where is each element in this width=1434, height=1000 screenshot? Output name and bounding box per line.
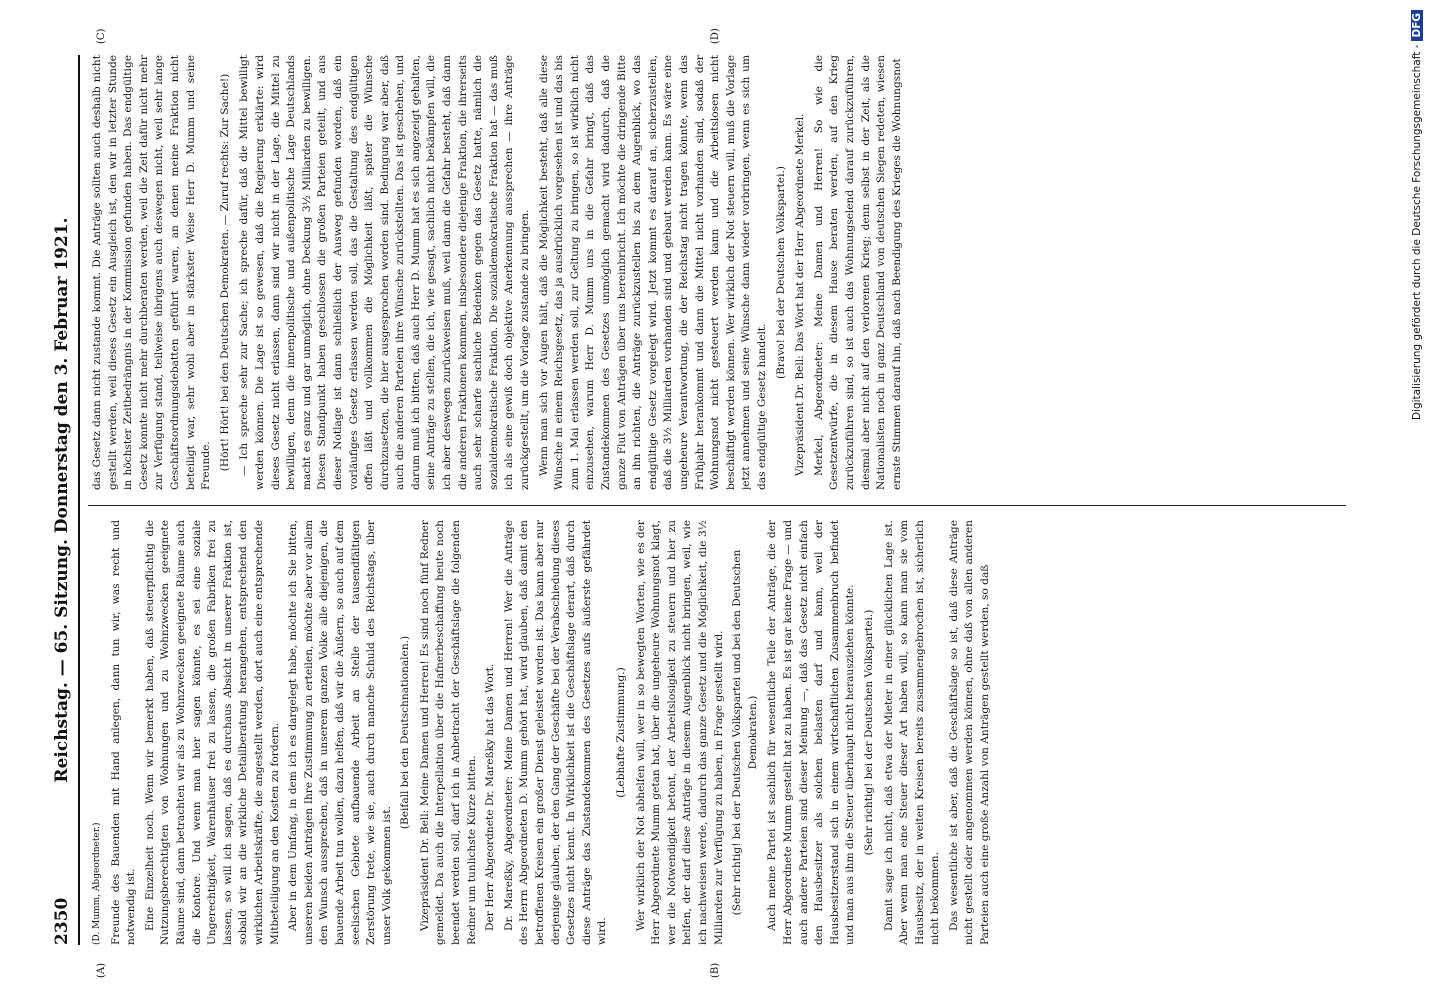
paragraph: Freunde des Bauenden mit Hand anlegen, dann tun wir, was recht und notwendig ist. xyxy=(109,520,138,945)
applause-note: (Lebhafte Zustimmung.) xyxy=(615,667,627,798)
paragraph: Vizepräsident Dr. Bell: Meine Damen und Herren! Es sind noch fünf Redner gemeldet. Da auch die Interpellation über die Hafnerbeschaffung heute noch beendet werden soll, darf ich in Anbetracht der Geschäftslage die folgenden Redner um tunlichste Kürze bitten. xyxy=(418,520,478,945)
margin-marker-b: (B) xyxy=(710,962,721,978)
paragraph: Das wesentliche ist aber, daß die Geschäftslage so ist, daß diese Anträge nicht gestellt oder angenommen werden können, ohne daß von allen anderen Parteien auch eine große Anzahl von Anträgen gestellt werden, so daß xyxy=(947,520,992,945)
paragraph: Wenn man sich vor Augen hält, daß die Möglichkeit besteht, daß alle diese Wünsche in einem Reichsgesetz, das ja ausdrücklich vorgesehen ist und das bis zum 1. Mai erlassen werden soll, zur Geltung zu bringen, so ist wirklich nicht einzusehen, warum Herr D. Mumm uns in die Gefahr bringt, daß das Zustandekommen des Gesetzes unmöglich gemacht wird dadurch, daß die ganze Flut von Anträgen über uns hereinbricht. Ich möchte die dringende Bitte an ihn richten, die Anträge zurückzustellen bis zu dem Augenblick, wo das endgültige Gesetz vorgelegt wird. Jetzt kommt es darauf an, sicherzustellen, daß die 3½ Milliarden vorhanden sind und gebaut werden kann. Es wäre eine ungeheure Verantwortung, die der Reichstag nicht tragen könnte, wenn das Frühjahr herankommt und dann die Mittel nicht vorhanden sind, sodaß der Wohnungsnot nicht gesteuert werden kann und die Arbeitslosen nicht beschäftigt werden können. Wer wirklich der Not steuern will, muß die Vorlage jetzt annehmen und seine Wünsche dann wieder vorbringen, wenn es sich um das endgültige Gesetz handelt. xyxy=(537,55,768,490)
dfg-logo: DFG xyxy=(1411,10,1423,41)
page-header xyxy=(50,55,80,945)
page-title: Reichstag. — 65. Sitzung. Donnerstag den 3. Februar 1921. xyxy=(52,217,72,783)
applause-note: (Beifall bei den Deutschnationalen.) xyxy=(399,635,412,830)
paragraph: Merkel, Abgeordneter: Meine Damen und Herren! So wie die Gesetzentwürfe, die in diesem Hause beraten werden, auf den Krieg zurückzuführen sind, so ist auch das Wohnungselend darauf zurückzuführen, diesmal aber nicht auf den verlorenen Krieg; denn selbst in der Zeit, als die Nationalisten noch in ganz Deutschland von deutschen Siegen redeten, wiesen ernste Stimmen darauf hin, daß nach Beendigung des Krieges die Wohnungsnot xyxy=(812,55,903,490)
stamp-text: Digitalisierung gefördert durch die Deutsche Forschungsgemeinschaft - xyxy=(1411,44,1423,421)
applause-note: (Bravo! bei der Deutschen Volkspartei.) xyxy=(774,166,787,379)
column-divider xyxy=(88,505,1346,506)
paragraph: Auch meine Partei ist sachlich für wesentliche Teile der Anträge, die der Herr Abgeordnete Mumm gestellt hat zu haben. Es ist gar keine Frage — und auch andere Parteien sind dieser Meinung —, daß das Gesetz nicht einfach den Hausbesitzer als solchen belasten darf und kann, weil der Hausbesitzerstand sich in einem wirtschaftlichen Zusammenbruch befindet und man aus ihm die Steuer überhaupt nicht herausziehen könnte. xyxy=(766,520,857,945)
applause-note: (Sehr richtig! bei der Deutschen Volkspartei und bei den Deutschen Demokraten.) xyxy=(731,549,759,916)
paragraph: Wer wirklich der Not abhelfen will, wer in so bewegten Worten, wie es der Herr Abgeordnete Mumm getan hat, über die ungeheure Wohnungsnot klagt, wer die Notwendigkeit betont, der Arbeitslosigkeit zu steuern und hier zu helfen, der darf diese Anträge in diesem Augenblick nicht bringen, weil, wie ich nachweisen werde, dadurch das ganze Gesetz und die Möglichkeit, die 3½ Milliarden zur Verfügung zu haben, in Frage gestellt wird. xyxy=(634,520,725,945)
right-column xyxy=(90,55,1340,490)
paragraph: Aber in dem Umfang, in dem ich es dargelegt habe, möchte ich Sie bitten, unseren beiden Anträgen Ihre Zustimmung zu erteilen, möchte aber vor allem den Wunsch aussprechen, daß in unserem ganzen Volke alle diejenigen, die bauende Arbeit tun wollen, dazu helfen, daß wir die Äußern, so auch auf dem seelischen Gebiete aufbauende Arbeit an Stelle der tausendfältigen Zerstörung trete, wie sie, auch durch manche Schuld des Reichstags, über unser Volk gekommen ist. xyxy=(287,520,393,945)
margin-marker-d: (D) xyxy=(710,28,721,44)
left-column xyxy=(90,520,1340,945)
margin-marker-c: (C) xyxy=(96,28,107,44)
speaker-head: (D. Mumm, Abgeordneter.) xyxy=(92,822,102,945)
paragraph: Vizepräsident Dr. Bell: Das Wort hat der Herr Abgeordnete Merkel. xyxy=(794,113,807,476)
paragraph: Damit sage ich nicht, daß etwa der Mieter in einer glücklichen Lage ist. Aber wenn man eine Steuer dieser Art haben will, so kann man sie vom Hausbesitz, der in weiten Kreisen bereits zusammengebrochen ist, sicherlich nicht bekommen. xyxy=(882,520,942,945)
applause-note: (Hört! Hört! bei den Deutschen Demokraten. — Zuruf rechts: Zur Sache!) xyxy=(218,73,231,472)
paragraph: — Ich spreche sehr zur Sache; ich spreche dafür, daß die Mittel bewilligt werden können. Die Lage ist so gewesen, daß die Regierung erklärte: wird dieses Gesetz nicht erlassen, dann sind wir nicht in der Lage, die Mittel zu bewilligen, denn die innenpolitische und außenpolitische Lage Deutschlands macht es ganz und gar unmöglich, ohne Deckung 3½ Milliarden zu bewilligen. Diesen Standpunkt haben geschlossen die großen Parteien geteilt, und aus dieser Notlage ist dann schließlich der Ausweg gefunden worden, daß ein vorläufiges Gesetz erlassen werden soll, das die Gestaltung des endgültigen offen läßt und vollkommen die Möglichkeit läßt, später die Wünsche durchzusetzen, die hier ausgesprochen worden sind. Bedingung war aber, daß auch die anderen Parteien ihre Wünsche zurückstellten. Das ist geschehen, und darum muß ich bitten, daß auch Herr D. Mumm hat es sich angezeigt gehalten, seine Anträge zu stellen, die ich, wie gesagt, sachlich nicht bekämpfen will, die ich aber deswegen zurückweisen muß, weil dann die Gefahr besteht, daß dann die anderen Fraktionen kommen, insbesondere diejenige Fraktion, die ihrerseits auch sehr scharfe sachliche Bedenken gegen das Gesetz hatte, nämlich die sozialdemokratische Fraktion. Die sozialdemokratische Fraktion hat — das muß ich als eine gewiß doch objektive Anerkennung aussprechen — ihre Anträge zurückgestellt, um die Vorlage zustande zu bringen. xyxy=(238,55,532,490)
applause-note: (Sehr richtig! bei der Deutschen Volkspartei.) xyxy=(862,609,875,856)
margin-marker-a: (A) xyxy=(96,962,107,978)
page-number: 2350 xyxy=(52,897,72,945)
paragraph: das Gesetz dann nicht zustande kommt. Die Anträge sollten auch deshalb nicht gestellt werden, weil dieses Gesetz ein Ausgleich ist, den wir in letzter Stunde in höchster Zeitbedrängnis in der Kommission gefunden haben. Das endgültige Gesetz konnte nicht mehr durchberaten werden, weil die Zeit dafür nicht mehr zur Verfügung stand, teilweise übrigens auch deswegen nicht, weil sehr lange Geschäftsordnungsdebatten geführt waren, an denen meine Fraktion nicht beteiligt war, sehr wohl aber in stärkster Weise Herr D. Mumm und seine Freunde. xyxy=(91,55,213,490)
paragraph: Dr. Mareßky, Abgeordneter: Meine Damen und Herren! Wer die Anträge des Herrn Abgeordneten D. Mumm gehört hat, wird glauben, daß damit den betroffenen Kreisen ein großer Dienst geleistet worden ist. Das kann aber nur derjenige glauben, der den Gang der Geschäfte bei der Verabschiedung dieses Gesetzes nicht kennt. In Wirklichkeit ist die Geschäftslage derart, daß durch diese Anträge das Zustandekommen des Gesetzes aufs äußerste gefährdet wird. xyxy=(502,520,609,945)
paragraph: Eine Einzelheit noch. Wenn wir bemerkt haben, daß steuerpflichtig die Nutzungsberechtigten von Wohnungen und zu Wohnzwecken geeignete Räume sind, dann betrachten wir als zu Wohnzwecken geeignete Räume auch die Kontore. Und wenn man hier sagen könnte, es sei eine soziale Ungerechtigkeit, Warenhäuser frei zu lassen, die großen Fabriken frei zu lassen, so will ich sagen, daß es durchaus Absicht in unserer Fraktion ist, sobald wir an die wirkliche Detailberatung herangehen, entsprechend den wirklichen Arbeitskräfte, die angestellt werden, dort auch eine entsprechende Mitbeteiligung an den Kosten zu fordern. xyxy=(143,520,281,945)
paragraph: Der Herr Abgeordnete Dr. Mareßky hat das Wort. xyxy=(484,663,497,931)
digitization-stamp xyxy=(1408,10,1432,990)
